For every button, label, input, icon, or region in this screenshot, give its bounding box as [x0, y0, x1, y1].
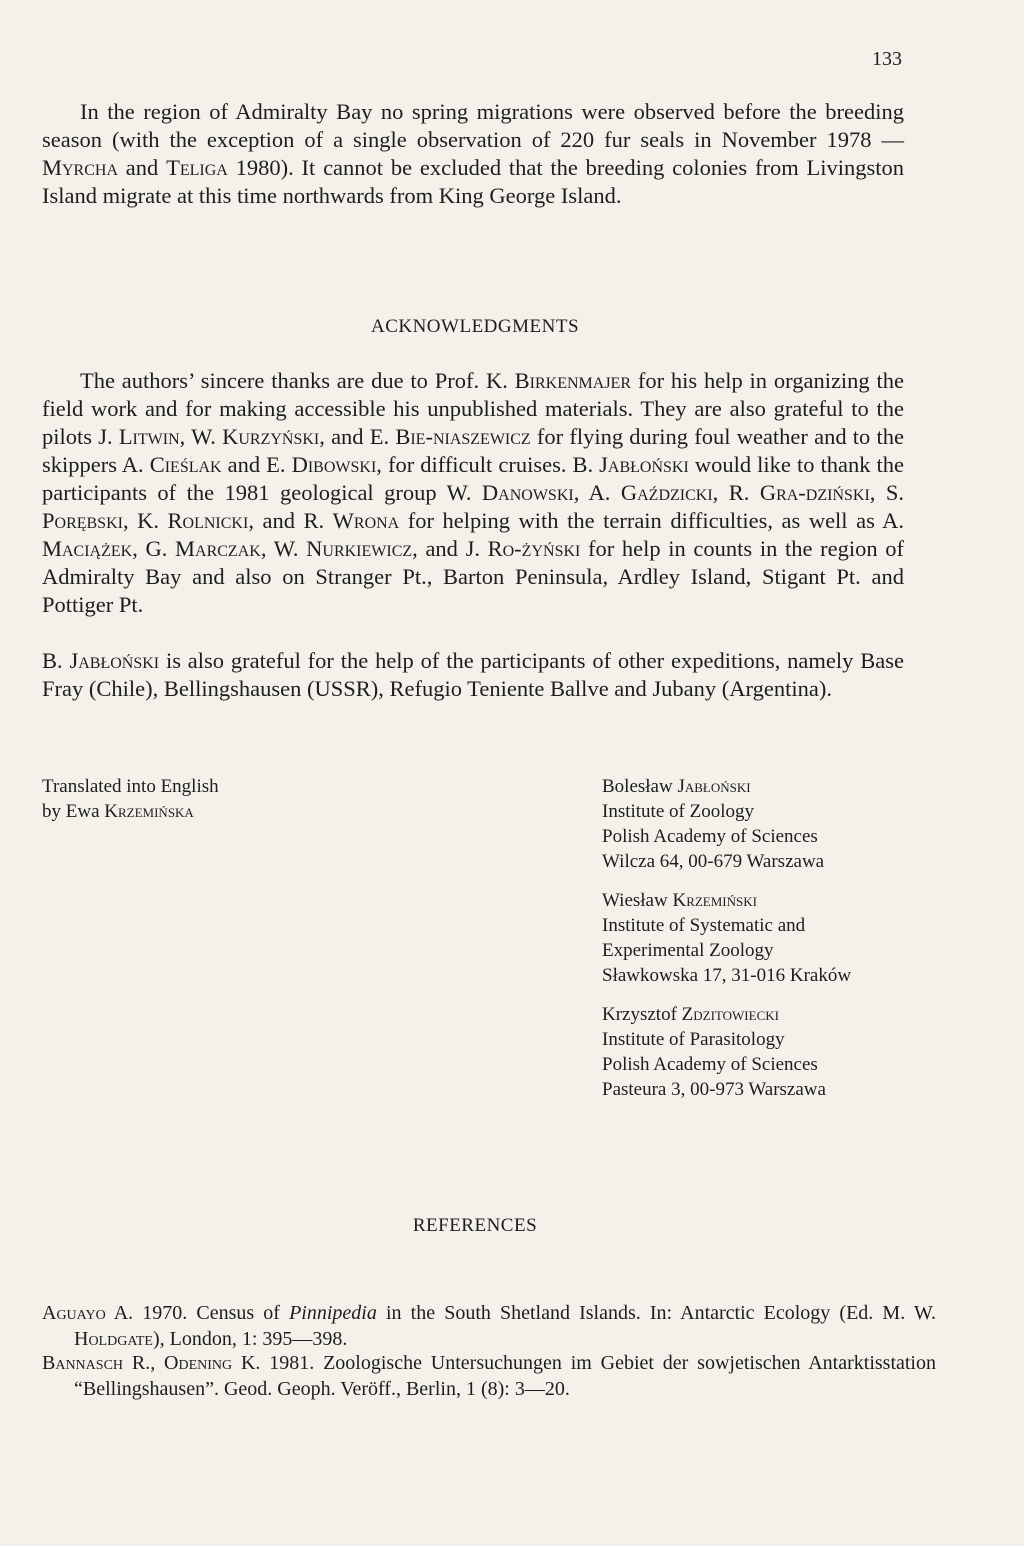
acknowledgments-paragraph	[42, 367, 904, 619]
author-last-name: Zdzitowiecki	[681, 1004, 779, 1025]
translator-name: Krzemińska	[104, 801, 194, 822]
acknowledgments-text: and E.	[221, 452, 292, 477]
author-affiliation-line: Wilcza 64, 00-679 Warszawa	[602, 851, 825, 872]
acknowledgments-text: , K.	[122, 508, 168, 533]
reference-item: Bannasch R., Odening K. 1981. Zoologische Untersuchungen im Gebiet der sowjetischen Antarktisstation “Bellingshausen”. Geod. Geoph. Veröff., Berlin, 1 (8): 3—20.	[42, 1352, 936, 1400]
person-name: Jabłoński	[599, 452, 689, 477]
acknowledgments-text: would like to thank the participants of the 1981 geological group W.	[42, 452, 905, 505]
acknowledgments-text: for his help in organizing the field work and for making accessible his unpublished materials. They are also grateful to the pilots J.	[42, 368, 904, 449]
person-name: Wrona	[332, 508, 400, 533]
author-affiliation-line: Sławkowska 17, 31-016 Kraków	[602, 965, 852, 986]
person-name: Gra-dziński	[759, 480, 870, 505]
author-affiliation-line: Polish Academy of Sciences	[602, 1054, 818, 1075]
author-affiliation-line: Institute of Zoology	[602, 801, 754, 822]
author-address-block	[602, 774, 851, 874]
acknowledgments-text: , for difficult cruises. B.	[376, 452, 600, 477]
intro-paragraph	[42, 98, 904, 210]
author-affiliation-line: Experimental Zoology	[602, 940, 774, 961]
translator-line: by Ewa Krzemińska	[42, 801, 194, 822]
intro-text: 1980). It cannot be excluded that the breeding colonies from Livingston Island migrate at this time northwards from King George Island.	[42, 155, 904, 208]
author-name	[602, 888, 851, 913]
person-name: Gaździcki	[620, 480, 713, 505]
cited-author: Teliga	[166, 155, 228, 180]
person-name: Nurkiewicz	[306, 536, 413, 561]
intro-text: and	[118, 155, 167, 180]
author-name	[602, 1002, 851, 1027]
acknowledgments-heading: ACKNOWLEDGMENTS	[370, 316, 580, 337]
author-first-name: Krzysztof	[602, 1004, 682, 1025]
intro-text: In the region of Admiralty Bay no spring migrations were observed before the breeding season (with the exception of a single observation of 220 fur seals in November 1978 —	[42, 99, 904, 152]
page-number: 133	[872, 48, 902, 70]
author-address-block	[602, 888, 851, 988]
person-name: Danowski	[481, 480, 574, 505]
person-name: Jabłoński	[69, 648, 160, 673]
author-first-name: Bolesław	[602, 776, 678, 797]
translator-line: Translated into English	[42, 776, 219, 797]
person-name: Porębski	[42, 508, 123, 533]
reference-editor: Holdgate	[74, 1328, 153, 1350]
person-name: Ro-żyński	[487, 536, 581, 561]
author-name	[602, 774, 851, 799]
reference-author: Odening	[164, 1352, 233, 1374]
acknowledgments-text: , W.	[260, 536, 307, 561]
acknowledgments-text: , G.	[132, 536, 176, 561]
author-last-name: Jabłoński	[677, 776, 751, 797]
reference-italic: Pinnipedia	[289, 1302, 377, 1324]
person-name: Kurzyński	[222, 424, 320, 449]
author-affiliation-line: Institute of Systematic and	[602, 915, 806, 936]
author-affiliation-line: Institute of Parasitology	[602, 1029, 785, 1050]
acknowledgments-text: for flying during foul weather and to the skippers A.	[42, 424, 904, 477]
reference-item: Aguayo A. 1970. Census of Pinnipedia in the South Shetland Islands. In: Antarctic Ecology (Ed. M. W. Holdgate), London, 1: 395—398.	[42, 1302, 936, 1350]
acknowledgments-paragraph-2	[42, 647, 904, 703]
acknowledgments-text: , R.	[712, 480, 760, 505]
person-name: Birkenmajer	[514, 368, 631, 393]
person-name: Rolnicki	[167, 508, 249, 533]
acknowledgments-text: , W.	[179, 424, 223, 449]
acknowledgments-text: B.	[42, 648, 70, 673]
acknowledgments-text: The authors’ sincere thanks are due to Prof. K.	[80, 368, 515, 393]
acknowledgments-text: , S.	[869, 480, 905, 505]
reference-author: Bannasch R.,	[42, 1352, 165, 1374]
acknowledgments-text: , and J.	[412, 536, 488, 561]
person-name: Litwin	[118, 424, 180, 449]
acknowledgments-text: , A.	[573, 480, 621, 505]
author-last-name: Krzemiński	[672, 890, 757, 911]
person-name: Bie-niaszewicz	[395, 424, 531, 449]
author-affiliation-line: Pasteura 3, 00-973 Warszawa	[602, 1079, 826, 1100]
person-name: Dibowski	[291, 452, 377, 477]
acknowledgments-text: for help in counts in the region of Admiralty Bay and also on Stranger Pt., Barton Peninsula, Ardley Island, Stigant Pt. and Pottiger Pt.	[42, 536, 904, 617]
acknowledgments-text: for helping with the terrain difficulties, as well as A.	[399, 508, 904, 533]
references-heading: REFERENCES	[412, 1215, 538, 1236]
person-name: Cieślak	[149, 452, 222, 477]
author-address-block	[602, 1002, 851, 1102]
author-addresses	[602, 774, 851, 1116]
acknowledgments-text: , and R.	[248, 508, 333, 533]
acknowledgments-text: is also grateful for the help of the participants of other expeditions, namely Base Fray (Chile), Bellingshausen (USSR), Refugio Teniente Ballve and Jubany (Argentina).	[42, 648, 904, 701]
acknowledgments-text: , and E.	[319, 424, 396, 449]
author-first-name: Wiesław	[602, 890, 673, 911]
translator-credit	[42, 774, 219, 824]
reference-author: Aguayo A.	[42, 1302, 134, 1324]
person-name: Marczak	[175, 536, 261, 561]
author-affiliation-line: Polish Academy of Sciences	[602, 826, 818, 847]
cited-author: Myrcha	[42, 155, 119, 180]
person-name: Maciążek	[42, 536, 133, 561]
